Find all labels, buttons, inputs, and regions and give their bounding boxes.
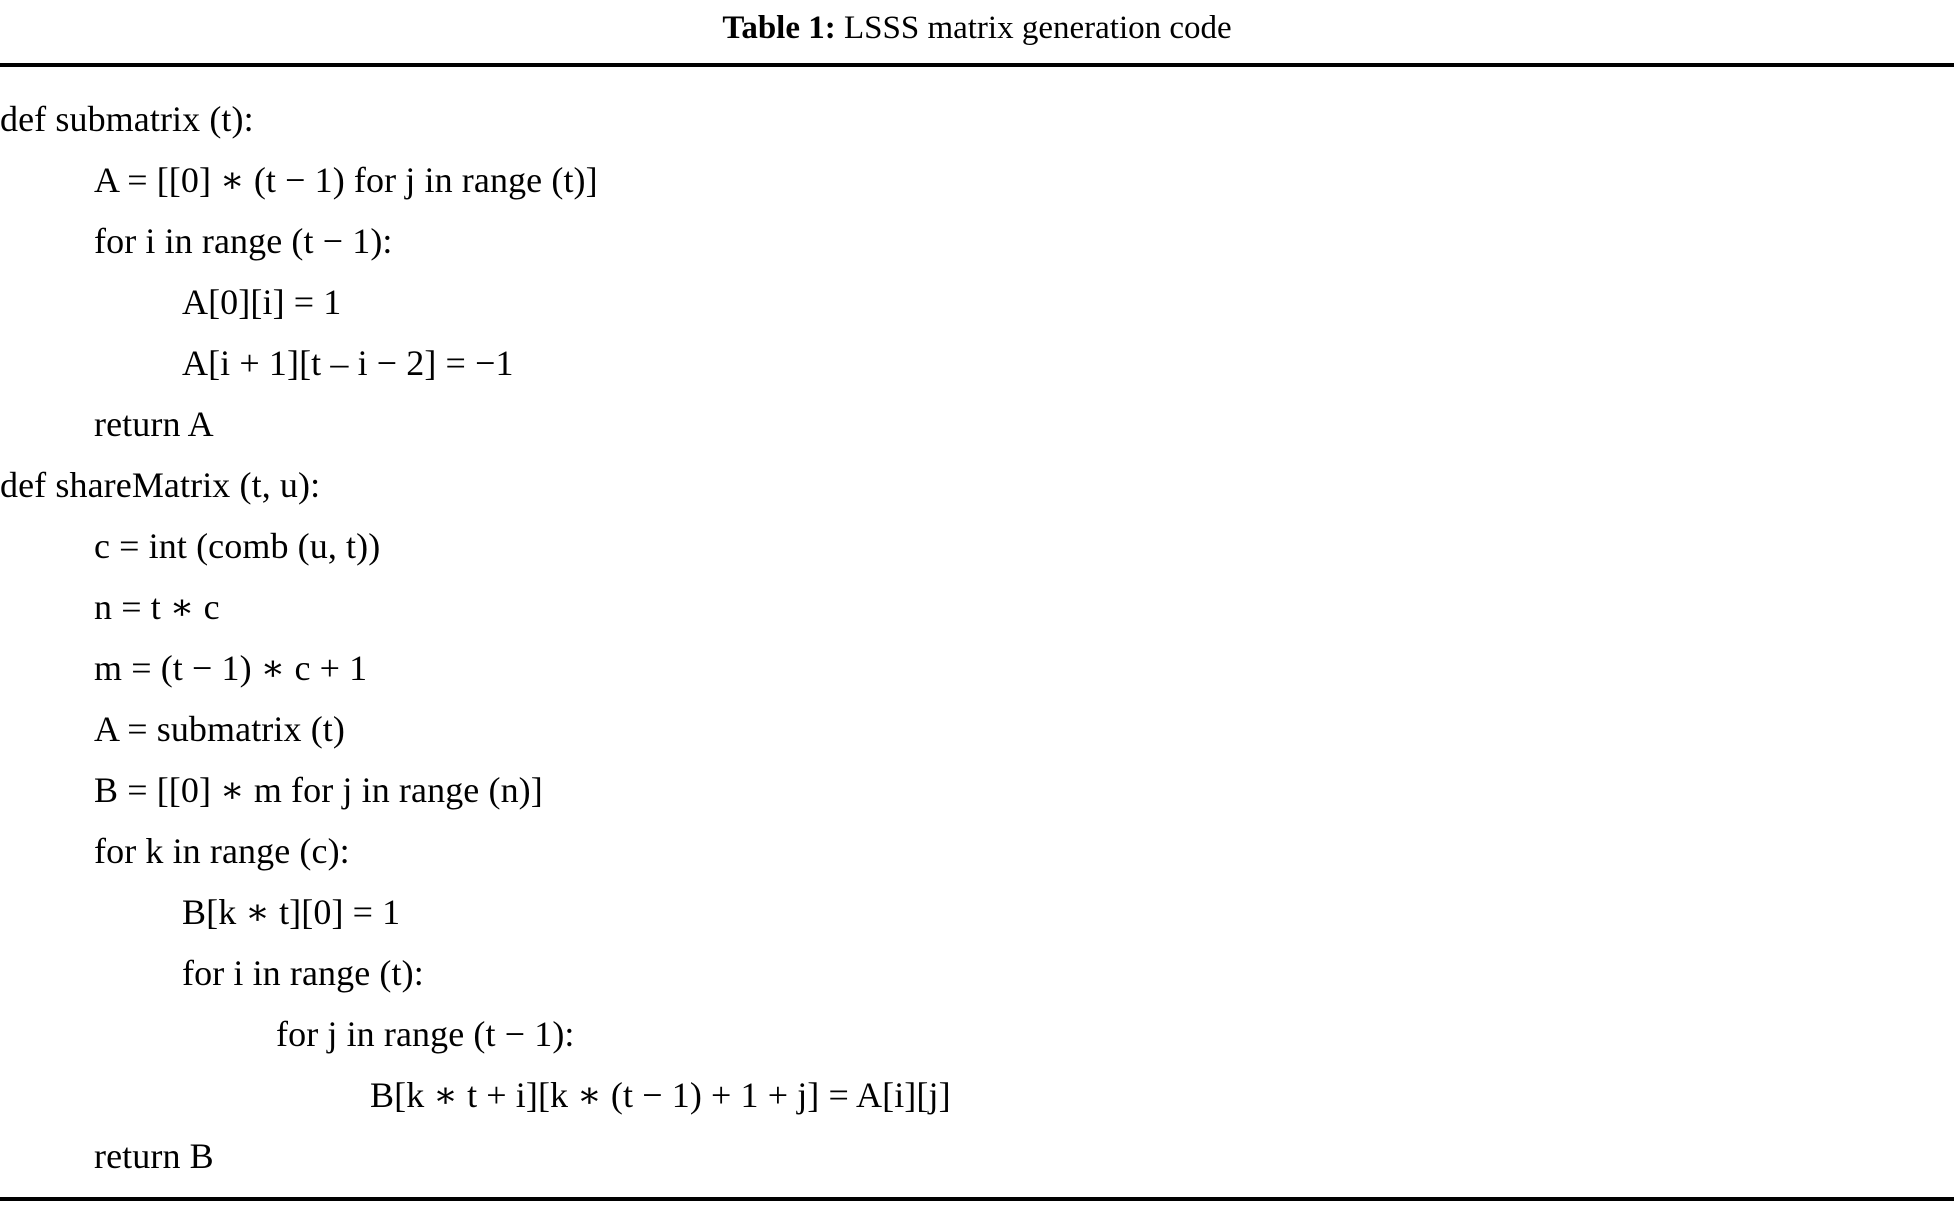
code-line: def shareMatrix (t, u): xyxy=(0,465,321,506)
code-line: for i in range (t − 1): xyxy=(94,221,393,262)
code-line: A[0][i] = 1 xyxy=(182,282,342,323)
code-line: B[k ∗ t][0] = 1 xyxy=(182,892,401,933)
code-line: return A xyxy=(94,404,214,445)
code-line: B[k ∗ t + i][k ∗ (t − 1) + 1 + j] = A[i][j] xyxy=(370,1075,951,1116)
table-caption-text: LSSS matrix generation code xyxy=(843,10,1232,46)
code-line: m = (t − 1) ∗ c + 1 xyxy=(94,648,368,689)
table-caption-label: Table 1: xyxy=(722,10,836,46)
code-line: return B xyxy=(94,1136,214,1177)
code-line: for j in range (t − 1): xyxy=(276,1014,575,1055)
code-line: A = [[0] ∗ (t − 1) for j in range (t)] xyxy=(94,160,598,201)
code-line: n = t ∗ c xyxy=(94,587,220,628)
code-line: def submatrix (t): xyxy=(0,99,254,140)
code-listing xyxy=(0,67,1954,1197)
code-line: for k in range (c): xyxy=(94,831,350,872)
code-line: for i in range (t): xyxy=(182,953,424,994)
code-line: c = int (comb (u, t)) xyxy=(94,526,381,567)
code-line: A = submatrix (t) xyxy=(94,709,345,750)
code-line: A[i + 1][t – i − 2] = −1 xyxy=(182,343,514,384)
code-line: B = [[0] ∗ m for j in range (n)] xyxy=(94,770,543,811)
table-caption xyxy=(0,0,1954,63)
table-bottom-rule xyxy=(0,1197,1954,1201)
